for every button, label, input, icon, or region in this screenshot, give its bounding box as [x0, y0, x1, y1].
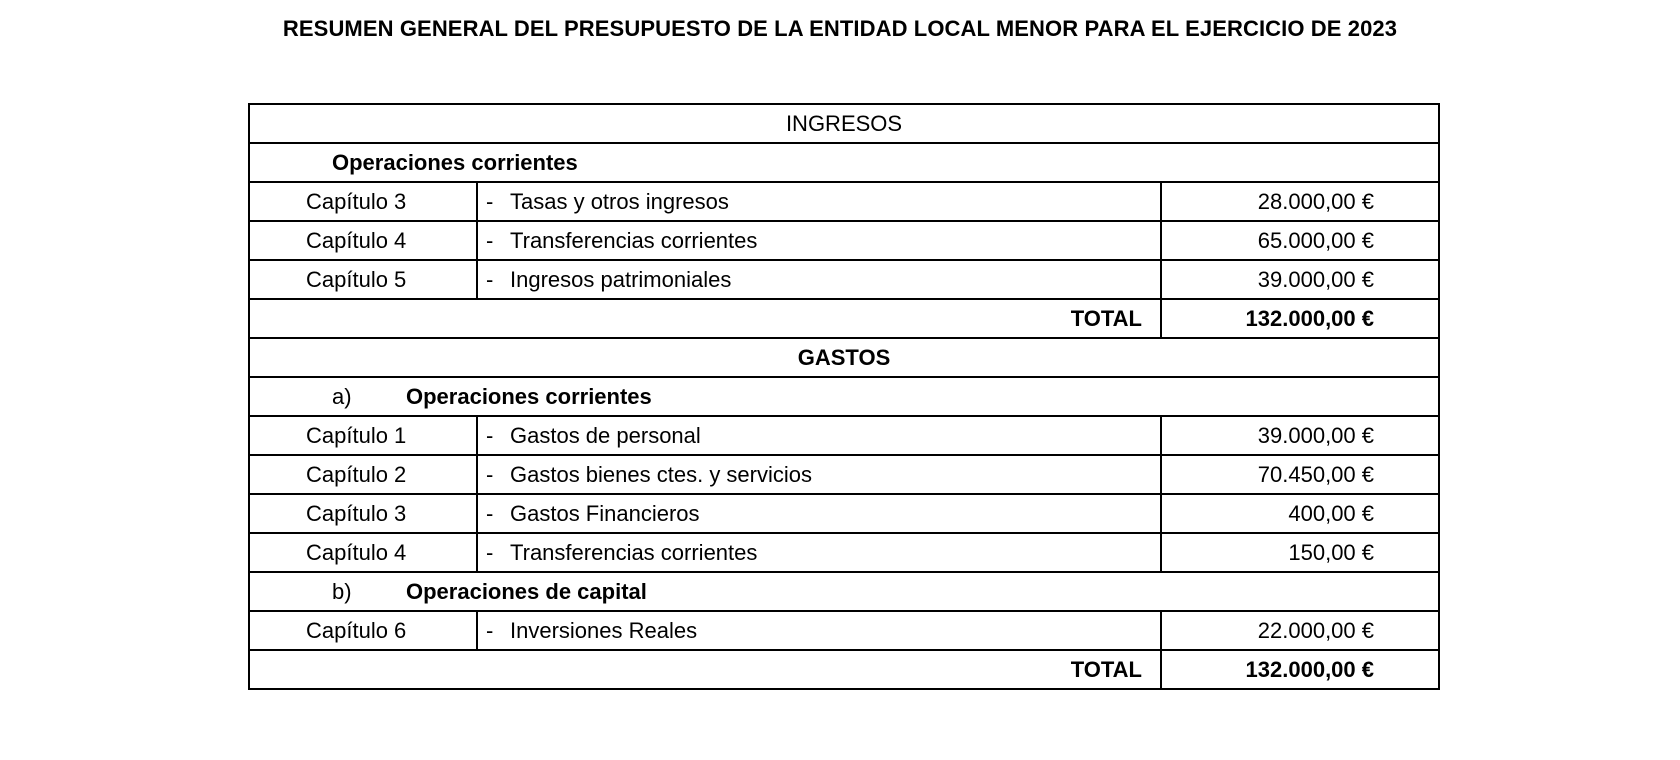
- table-row: [249, 494, 1439, 533]
- description-cell: [477, 611, 1161, 650]
- chapter-cell: Capítulo 6: [249, 611, 477, 650]
- gastos-sub-b-row: [249, 572, 1439, 611]
- table-row: [249, 611, 1439, 650]
- dash: -: [486, 227, 494, 253]
- gastos-header-row: [249, 338, 1439, 377]
- table-row: [249, 455, 1439, 494]
- sub-b-letter: b): [332, 578, 352, 604]
- amount-cell: 150,00 €: [1161, 533, 1439, 572]
- ingresos-header: INGRESOS: [249, 104, 1439, 143]
- amount-cell: 70.450,00 €: [1161, 455, 1439, 494]
- chapter-cell: Capítulo 5: [249, 260, 477, 299]
- description-cell: [477, 533, 1161, 572]
- chapter-cell: Capítulo 1: [249, 416, 477, 455]
- chapter-cell: Capítulo 3: [249, 494, 477, 533]
- chapter-cell: Capítulo 4: [249, 221, 477, 260]
- ingresos-total-amount: 132.000,00 €: [1161, 299, 1439, 338]
- dash: -: [486, 422, 494, 448]
- gastos-total-amount: 132.000,00 €: [1161, 650, 1439, 689]
- amount-cell: 65.000,00 €: [1161, 221, 1439, 260]
- gastos-sub-a: [249, 377, 1439, 416]
- ingresos-subheader: Operaciones corrientes: [249, 143, 1439, 182]
- gastos-sub-b: [249, 572, 1439, 611]
- description-text: Gastos Financieros: [510, 500, 700, 526]
- description-text: Gastos de personal: [510, 422, 701, 448]
- table-row: [249, 221, 1439, 260]
- gastos-header: GASTOS: [249, 338, 1439, 377]
- description-cell: [477, 494, 1161, 533]
- amount-cell: 400,00 €: [1161, 494, 1439, 533]
- sub-b-label: Operaciones de capital: [406, 578, 647, 604]
- document-title: RESUMEN GENERAL DEL PRESUPUESTO DE LA ENTIDAD LOCAL MENOR PARA EL EJERCICIO DE 2023: [282, 16, 1398, 41]
- sub-a-label: Operaciones corrientes: [406, 383, 652, 409]
- dash: -: [486, 539, 494, 565]
- ingresos-total-label: TOTAL: [249, 299, 1161, 338]
- dash: -: [486, 461, 494, 487]
- description-cell: [477, 455, 1161, 494]
- table-row: [249, 260, 1439, 299]
- dash: -: [486, 500, 494, 526]
- table-row: [249, 416, 1439, 455]
- dash: -: [486, 266, 494, 292]
- gastos-total-row: [249, 650, 1439, 689]
- chapter-cell: Capítulo 3: [249, 182, 477, 221]
- description-cell: [477, 182, 1161, 221]
- ingresos-subheader-row: [249, 143, 1439, 182]
- dash: -: [486, 617, 494, 643]
- description-cell: [477, 260, 1161, 299]
- description-text: Inversiones Reales: [510, 617, 698, 643]
- amount-cell: 28.000,00 €: [1161, 182, 1439, 221]
- amount-cell: 39.000,00 €: [1161, 416, 1439, 455]
- amount-cell: 39.000,00 €: [1161, 260, 1439, 299]
- gastos-total-label: TOTAL: [249, 650, 1161, 689]
- description-cell: [477, 416, 1161, 455]
- sub-a-letter: a): [332, 383, 352, 409]
- description-text: Tasas y otros ingresos: [510, 188, 729, 214]
- chapter-cell: Capítulo 4: [249, 533, 477, 572]
- description-cell: [477, 221, 1161, 260]
- table-row: [249, 533, 1439, 572]
- description-text: Transferencias corrientes: [510, 227, 758, 253]
- description-text: Ingresos patrimoniales: [510, 266, 732, 292]
- ingresos-total-row: [249, 299, 1439, 338]
- ingresos-header-row: [249, 104, 1439, 143]
- budget-summary-table: [248, 103, 1440, 690]
- dash: -: [486, 188, 494, 214]
- gastos-sub-a-row: [249, 377, 1439, 416]
- amount-cell: 22.000,00 €: [1161, 611, 1439, 650]
- chapter-cell: Capítulo 2: [249, 455, 477, 494]
- description-text: Gastos bienes ctes. y servicios: [510, 461, 813, 487]
- table-row: [249, 182, 1439, 221]
- description-text: Transferencias corrientes: [510, 539, 758, 565]
